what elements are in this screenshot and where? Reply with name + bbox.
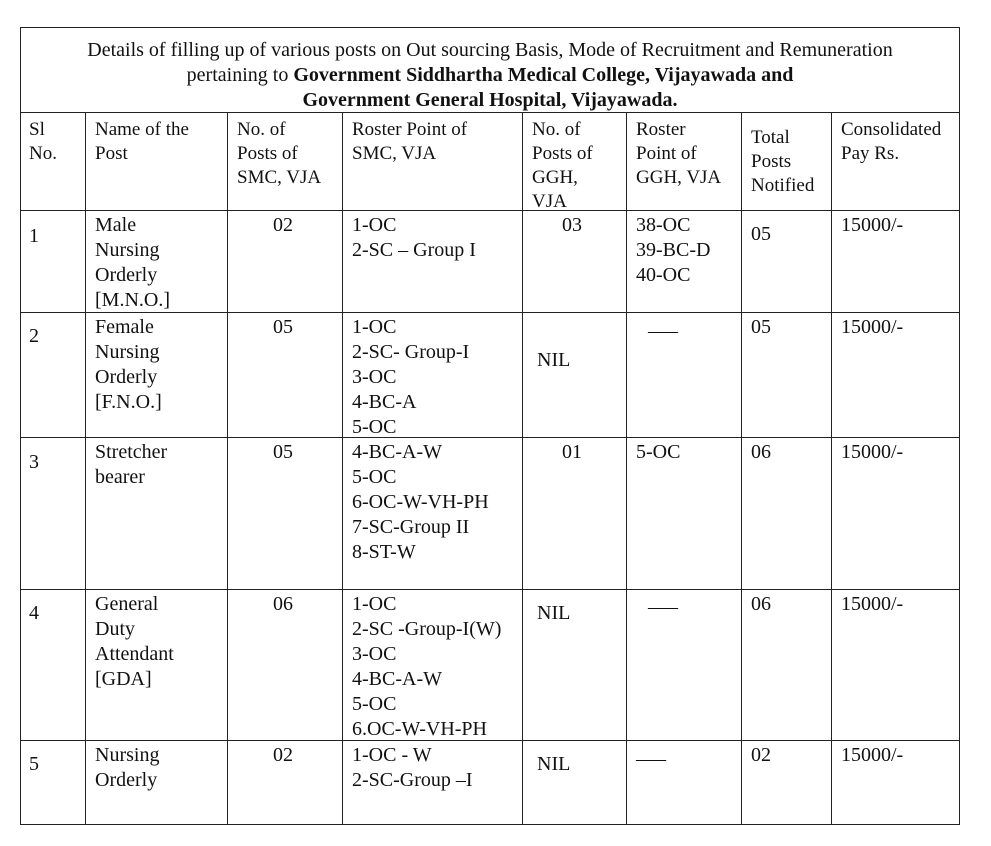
col-divider (227, 113, 228, 824)
row-1-smc-roster: 1-OC 2-SC – Group I (352, 214, 476, 261)
row-3-sl: 3 (29, 451, 39, 473)
row-2-smc-roster: 1-OC 2-SC- Group-I 3-OC 4-BC-A 5-OC (352, 316, 470, 438)
header-ggh-roster: Roster Point of GGH, VJA (636, 119, 722, 188)
row-1-smc-posts: 02 (273, 214, 293, 236)
row-5-smc-roster: 1-OC - W 2-SC-Group –I (352, 744, 473, 791)
row-1-ggh-roster: 38-OC 39-BC-D 40-OC (636, 214, 711, 286)
row-4-smc-roster: 1-OC 2-SC -Group-I(W) 3-OC 4-BC-A-W 5-OC 6.OC-W-VH-PH (352, 593, 502, 740)
header-post-name: Name of the Post (95, 119, 189, 164)
row-4-post: General Duty Attendant [GDA] (95, 593, 174, 690)
col-divider (85, 113, 86, 824)
col-divider (342, 113, 343, 824)
row-divider (21, 210, 959, 211)
row-4-ggh-posts: NIL (537, 602, 571, 624)
header-ggh-posts: No. of Posts of GGH, VJA (532, 119, 593, 212)
row-4-total: 06 (751, 593, 771, 615)
table-caption (21, 28, 959, 113)
row-divider (21, 437, 959, 438)
row-5-post: Nursing Orderly (95, 744, 160, 791)
row-3-smc-posts: 05 (273, 441, 293, 463)
row-3-total: 06 (751, 441, 771, 463)
row-2-ggh-roster: —– (648, 320, 678, 342)
header-pay: Consolidated Pay Rs. (841, 119, 942, 164)
row-3-ggh-posts: 01 (562, 441, 582, 463)
header-smc-posts: No. of Posts of SMC, VJA (237, 119, 322, 188)
row-5-total: 02 (751, 744, 771, 766)
caption-line-1: Details of filling up of various posts on Out sourcing Basis, Mode of Recruitment and Remuneration (87, 39, 893, 61)
caption-line-2 (21, 63, 959, 88)
row-4-smc-posts: 06 (273, 593, 293, 615)
row-2-smc-posts: 05 (273, 316, 293, 338)
row-3-ggh-roster: 5-OC (636, 441, 681, 463)
row-3-smc-roster: 4-BC-A-W 5-OC 6-OC-W-VH-PH 7-SC-Group II 8-ST-W (352, 441, 489, 563)
header-sl-no: Sl No. (29, 119, 57, 164)
row-1-ggh-posts: 03 (562, 214, 582, 236)
row-2-pay: 15000/- (841, 316, 904, 338)
row-5-ggh-roster: —– (636, 748, 666, 770)
row-3-pay: 15000/- (841, 441, 904, 463)
col-divider (626, 113, 627, 824)
row-1-pay: 15000/- (841, 214, 904, 236)
row-4-sl: 4 (29, 602, 39, 624)
row-5-smc-posts: 02 (273, 744, 293, 766)
col-divider (741, 113, 742, 824)
caption-line-3 (21, 88, 959, 113)
header-total-posts: Total Posts Notified (751, 127, 815, 196)
row-2-post: Female Nursing Orderly [F.N.O.] (95, 316, 162, 413)
row-5-sl: 5 (29, 753, 39, 775)
row-3-post: Stretcher bearer (95, 441, 168, 488)
row-4-ggh-roster: —– (648, 596, 678, 618)
header-smc-roster: Roster Point of SMC, VJA (352, 119, 468, 164)
row-1-total: 05 (751, 223, 771, 245)
caption-institution-1: Government Siddhartha Medical College, Vijayawada and (293, 64, 794, 86)
posts-table (20, 27, 960, 825)
row-5-ggh-posts: NIL (537, 753, 571, 775)
row-2-sl: 2 (29, 325, 39, 347)
row-4-pay: 15000/- (841, 593, 904, 615)
row-2-ggh-posts: NIL (537, 349, 571, 371)
row-5-pay: 15000/- (841, 744, 904, 766)
row-1-post: Male Nursing Orderly [M.N.O.] (95, 214, 170, 311)
row-2-total: 05 (751, 316, 771, 338)
caption-institution-2: Government General Hospital, Vijayawada. (302, 89, 678, 111)
row-1-sl: 1 (29, 225, 39, 247)
col-divider (522, 113, 523, 824)
col-divider (831, 113, 832, 824)
row-divider (21, 589, 959, 590)
caption-prefix: pertaining to (186, 64, 294, 86)
